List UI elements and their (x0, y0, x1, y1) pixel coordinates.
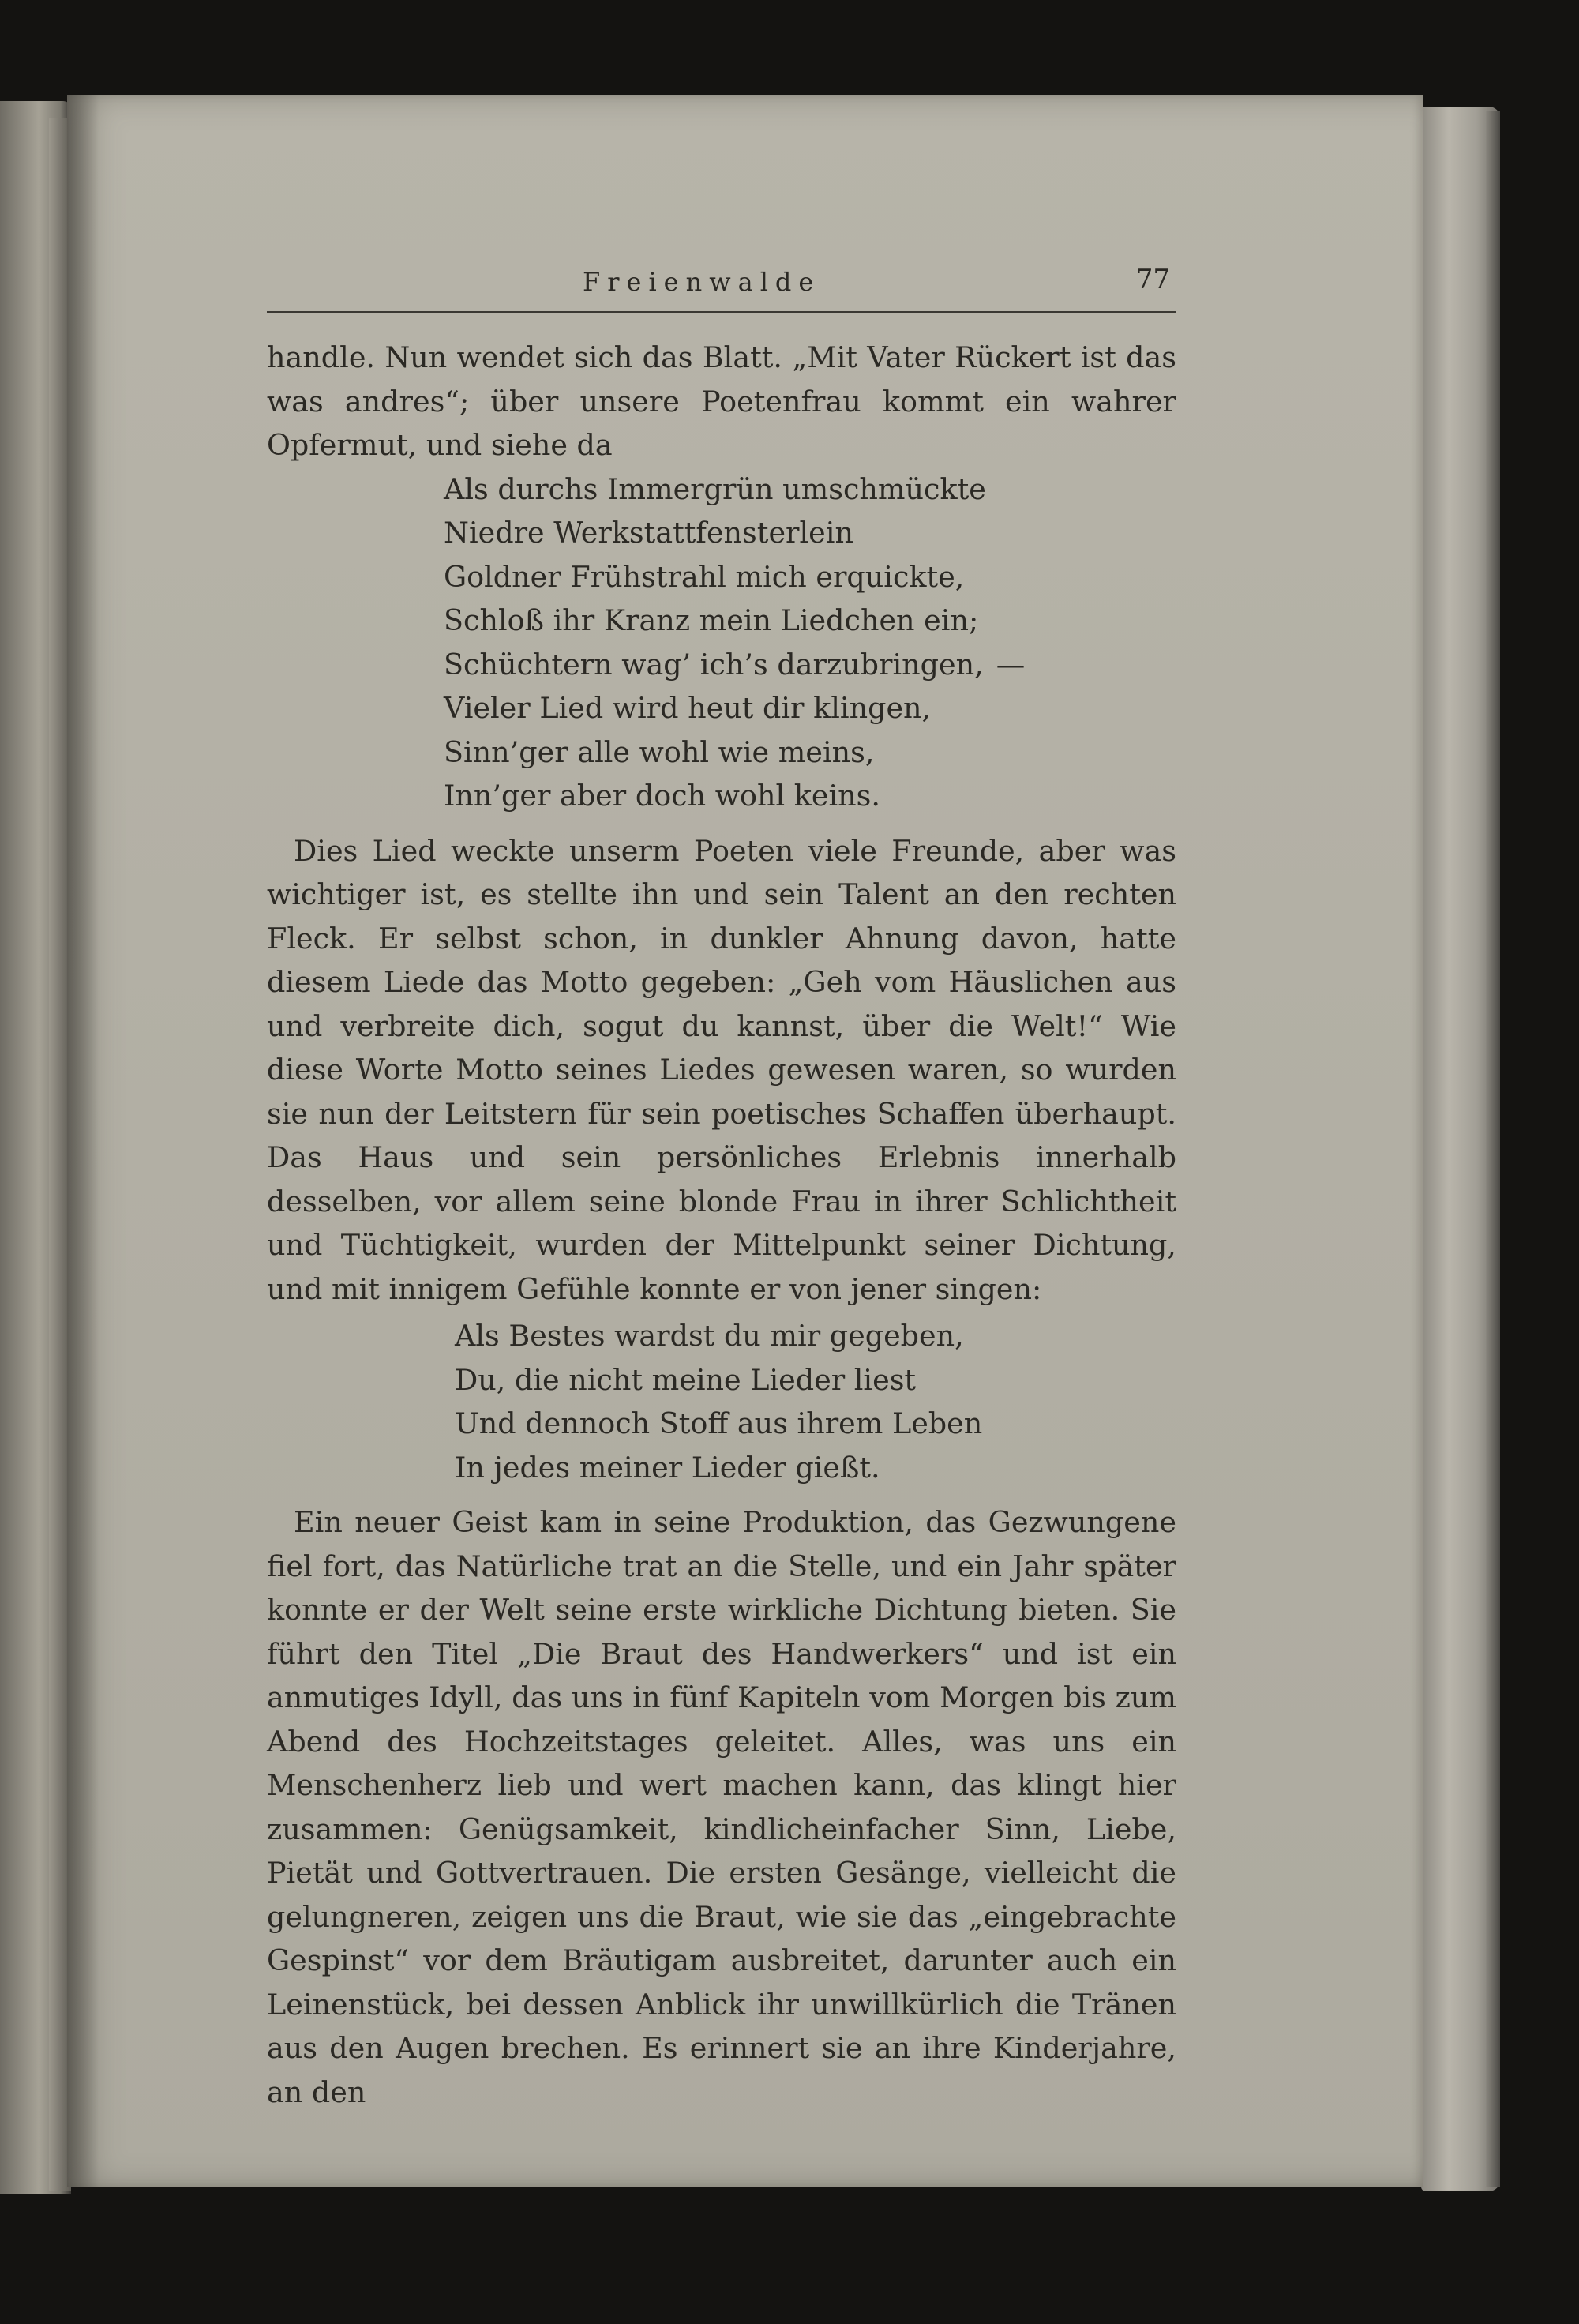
page-gutter-shadow (67, 95, 99, 2187)
verse-line: Vieler Lied wird heut dir klingen, (444, 691, 932, 725)
paragraph-2: Dies Lied weckte unserm Poeten viele Freunde, aber was wichtiger ist, es stellte ihn und sein Talent an den rechten Fleck. Er selbst schon, in dunkler Ahnung davon, hatte diesem Liede das Motto gegeben: „Geh vom Häuslichen aus und verbreite dich, sogut du kannst, über die Welt!“ Wie diese Worte Motto seines Liedes gewesen waren, so wurden sie nun der Leitstern für sein poetisches Schaffen überhaupt. Das Haus und sein persönliches Erlebnis innerhalb desselben, vor allem seine blonde Frau in ihrer Schlichtheit und Tüchtigkeit, wurden der Mittelpunkt seiner Dichtung, und mit innigem Gefühle konnte er von jener singen: (267, 833, 1176, 1306)
verse-line: Und dennoch Stoff aus ihrem Leben (455, 1406, 983, 1440)
verse-1 (267, 467, 1176, 818)
verse-line-with-dash (444, 643, 1176, 687)
verse-line: Als durchs Immergrün umschmückte (444, 471, 986, 506)
page-header (267, 264, 1176, 313)
verse-line: Goldner Frühstrahl mich erquickte, (444, 559, 965, 594)
verse-line: Sinn’ger alle wohl wie meins, (444, 734, 875, 769)
verse-line-text: Schüchtern wag’ ich’s darzubringen, (444, 647, 984, 681)
verse-line: Schloß ihr Kranz mein Liedchen ein; (444, 603, 979, 637)
running-head: Freienwalde (583, 267, 821, 297)
verse-line: Inn’ger aber doch wohl keins. (444, 779, 880, 813)
verse-line: In jedes meiner Lieder gießt. (455, 1450, 880, 1485)
page-text-block (267, 264, 1176, 2114)
verse-line: Du, die nicht meine Lieder liest (455, 1362, 917, 1397)
verse-line: Als Bestes wardst du mir gegeben, (455, 1319, 964, 1353)
verse-line: Niedre Werkstattfensterlein (444, 516, 853, 550)
book-board-shadow (1486, 111, 1500, 2187)
verse-2 (267, 1314, 1176, 1489)
paragraph-1: handle. Nun wendet sich das Blatt. „Mit Vater Rückert ist das was andres“; über unsere Poetenfrau kommt ein wahrer Opfermut, und siehe da (267, 340, 1176, 462)
verse-dash: — (996, 647, 1026, 681)
paragraph-3: Ein neuer Geist kam in seine Produktion, das Gezwungene fiel fort, das Natürliche trat an die Stelle, und ein Jahr später konnte er der Welt seine erste wirkliche Dichtung bieten. Sie führt den Titel „Die Braut des Handwerkers“ und ist ein anmutiges Idyll, das uns in fünf Kapiteln vom Morgen bis zum Abend des Hochzeitstages geleitet. Alles, was uns ein Menschenherz lieb und wert machen kann, das klingt hier zusammen: Genügsamkeit, kindlicheinfacher Sinn, Liebe, Pietät und Gottvertrauen. Die ersten Gesänge, vielleicht die gelungneren, zeigen uns die Braut, wie sie das „eingebrachte Gespinst“ vor dem Bräutigam ausbreitet, darunter auch ein Leinenstück, bei dessen Anblick ihr unwillkürlich die Tränen aus den Augen brechen. Es erinnert sie an ihre Kinderjahre, an den (267, 1505, 1176, 2109)
page-number: 77 (1135, 264, 1170, 295)
